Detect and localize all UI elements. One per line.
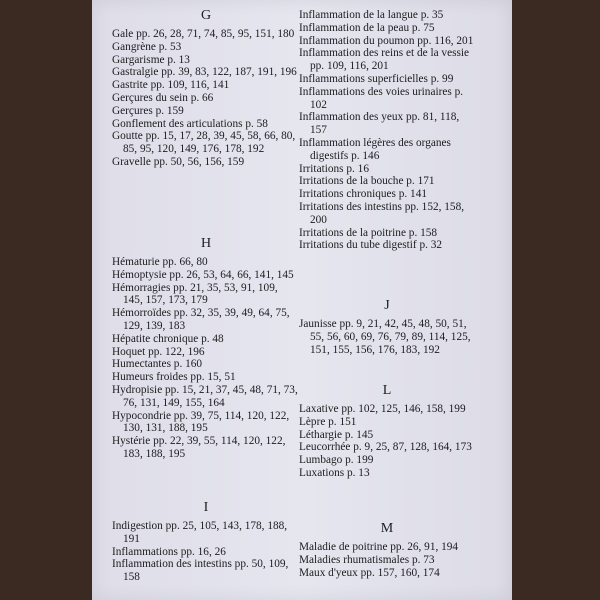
index-entry: Inflammation des intestins pp. 50, 109, 158 [112, 558, 289, 584]
index-entry: Maladie de poitrine pp. 26, 91, 194 [299, 541, 459, 553]
index-section-h [112, 236, 300, 461]
index-entry: Inflammation des reins et de la vessie pp. 109, 116, 201 [299, 47, 470, 73]
section-letter: J [384, 298, 390, 313]
index-entry: Laxative pp. 102, 125, 146, 158, 199 [299, 403, 466, 415]
index-entry: Gargarisme p. 13 [112, 53, 190, 66]
index-entry: Hypocondrie pp. 39, 75, 114, 120, 122, 130, 131, 188, 195 [112, 409, 290, 435]
index-entry: Leucorrhée p. 9, 25, 87, 128, 164, 173 [299, 441, 472, 454]
index-entry: Inflammation du poumon pp. 116, 201 [299, 34, 474, 47]
index-entry: Hémoptysie pp. 26, 53, 64, 66, 141, 145 [112, 268, 294, 281]
index-entry: Gerçures p. 159 [112, 104, 184, 117]
index-entry: Humectantes p. 160 [112, 358, 203, 371]
index-entry: Hystérie pp. 22, 39, 55, 114, 120, 122, 183, 188, 195 [112, 435, 286, 460]
index-entry: Lumbago p. 199 [299, 454, 374, 467]
index-entry: Irritations des intestins pp. 152, 158, 200 [299, 200, 465, 226]
index-entry: Hépatite chronique p. 48 [112, 332, 224, 345]
index-entry: Gerçures du sein p. 66 [112, 91, 214, 104]
index-entry: Hydropisie pp. 15, 21, 37, 45, 48, 71, 73, 76, 131, 149, 155, 164 [112, 383, 298, 409]
index-entry: Indigestion pp. 25, 105, 143, 178, 188, 191 [112, 520, 288, 545]
index-section-g [112, 8, 300, 169]
index-section-j [299, 298, 475, 356]
index-entry: Goutte pp. 15, 17, 28, 39, 45, 58, 66, 80, 85, 95, 120, 149, 176, 178, 192 [112, 130, 296, 156]
index-section-i-continued [299, 9, 475, 252]
index-entry: Inflammation de la langue p. 35 [299, 9, 444, 21]
index-entry: Gale pp. 26, 28, 71, 74, 85, 95, 151, 180 [112, 28, 295, 40]
section-letter: H [200, 236, 212, 251]
index-entry: Irritations de la bouche p. 171 [299, 175, 435, 188]
index-entry: Irritations p. 16 [299, 162, 369, 175]
index-entry: Hémorroïdes pp. 32, 35, 39, 49, 64, 75, 129, 139, 183 [112, 307, 290, 332]
index-entry: Inflammations superficielles p. 99 [299, 72, 454, 85]
index-entry: Hémorragies pp. 21, 35, 53, 91, 109, 145, 157, 173, 179 [112, 281, 278, 307]
index-entry: Gangrène p. 53 [112, 40, 182, 53]
index-entry: Lèpre p. 151 [299, 415, 357, 428]
index-entry: Irritations du tube digestif p. 32 [299, 239, 443, 252]
index-entry: Gravelle pp. 50, 56, 156, 159 [112, 155, 245, 168]
section-letter: G [200, 8, 212, 23]
index-entry: Maux d'yeux pp. 157, 160, 174 [299, 566, 440, 579]
index-section-i [112, 500, 300, 584]
index-entry: Luxations p. 13 [299, 466, 370, 479]
index-entry: Hématurie pp. 66, 80 [112, 256, 208, 268]
index-entry: Inflammation légères des organes digestifs p. 146 [299, 136, 451, 162]
index-entry: Irritations chroniques p. 141 [299, 188, 428, 201]
section-letter: M [380, 521, 394, 536]
index-entry: Inflammations pp. 16, 26 [112, 545, 226, 558]
index-entry: Irritations de la poitrine p. 158 [299, 226, 438, 239]
book-page [92, 0, 512, 600]
index-entry: Léthargie p. 145 [299, 428, 374, 441]
section-letter: L [382, 383, 392, 398]
index-entry: Hoquet pp. 122, 196 [112, 345, 205, 358]
index-entry: Gastrite pp. 109, 116, 141 [112, 79, 230, 92]
index-section-l [299, 383, 475, 480]
index-entry: Jaunisse pp. 9, 21, 42, 45, 48, 50, 51, 55, 56, 60, 69, 76, 79, 89, 114, 125, 151, 155, 156, 176, 183, 192 [299, 318, 471, 356]
index-entry: Gastralgie pp. 39, 83, 122, 187, 191, 196 [112, 66, 297, 79]
index-entry: Gonflement des articulations p. 58 [112, 117, 268, 130]
index-entry: Humeurs froides pp. 15, 51 [112, 371, 236, 384]
section-letter: I [203, 500, 209, 515]
index-entry: Inflammation des yeux pp. 81, 118, 157 [299, 111, 460, 137]
index-entry: Inflammations des voies urinaires p. 102 [299, 85, 464, 111]
index-entry: Inflammation de la peau p. 75 [299, 21, 435, 34]
index-section-m [299, 521, 475, 579]
index-entry: Maladies rhumatismales p. 73 [299, 553, 435, 566]
